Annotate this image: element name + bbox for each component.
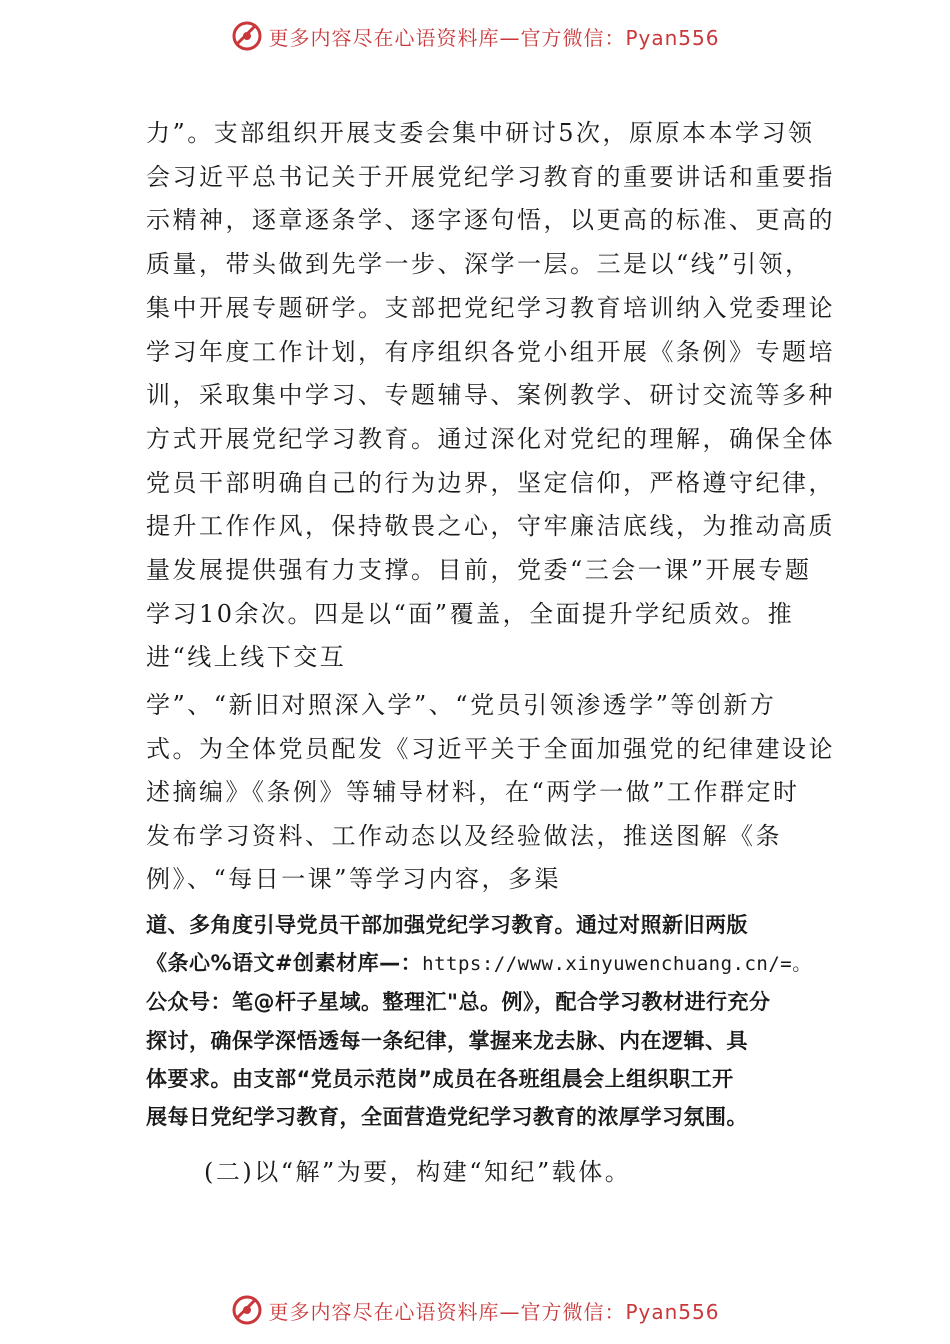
header-watermark-text: 更多内容尽在心语资料库—官方微信：Pyan556 bbox=[268, 25, 720, 50]
text-line: 体要求。由支部“党员示范岗”成员在各班组晨会上组织职工开 bbox=[146, 1066, 734, 1091]
text-line: 发布学习资料、工作动态以及经验做法，推送图解《条 bbox=[146, 821, 782, 850]
text-line: 例》、“每日一课”等学习内容，多渠 bbox=[146, 865, 562, 894]
text-line: 提升工作作风，保持敬畏之心，守牢廉洁底线，为推动高质 bbox=[146, 512, 835, 541]
url-text: https://www.xinyuwenchuang.cn/=。 bbox=[422, 953, 812, 976]
text-line: 进“线上线下交互 bbox=[146, 643, 347, 672]
header-watermark bbox=[0, 14, 950, 58]
text-line: 集中开展专题研学。支部把党纪学习教育培训纳入党委理论 bbox=[146, 293, 835, 322]
paragraph-2 bbox=[146, 684, 835, 902]
text-line: 探讨，确保学深悟透每一条纪律，掌握来龙去脉、内在逻辑、具 bbox=[146, 1028, 748, 1053]
text-line: 道、多角度引导党员干部加强党纪学习教育。通过对照新旧两版 bbox=[146, 913, 748, 937]
paragraph-3 bbox=[146, 906, 812, 1136]
text-line bbox=[146, 944, 812, 983]
footer-watermark bbox=[0, 1288, 950, 1332]
text-line: 式。为全体党员配发《习近平关于全面加强党的纪律建设论 bbox=[146, 734, 835, 763]
text-line: 会习近平总书记关于开展党纪学习教育的重要讲话和重要指 bbox=[146, 162, 835, 191]
text-line: 量发展提供强有力支撑。目前，党委“三会一课”开展专题 bbox=[146, 556, 812, 585]
text-line: 学”、“新旧对照深入学”、“党员引领渗透学”等创新方 bbox=[146, 691, 777, 719]
brush-logo-icon bbox=[230, 19, 264, 53]
text-line: 质量，带头做到先学一步、深学一层。三是以“线”引领， bbox=[146, 250, 812, 279]
text-line: 训，采取集中学习、专题辅导、案例教学、研讨交流等多种 bbox=[146, 381, 835, 410]
text-line: 力”。支部组织开展支委会集中研讨5次，原原本本学习领 bbox=[146, 119, 815, 147]
text-line: 公众号：笔@杆子星域。整理汇"总。例》，配合学习教材进行充分 bbox=[146, 990, 771, 1015]
text-line: 示精神，逐章逐条学、逐字逐句悟，以更高的标准、更高的 bbox=[146, 206, 835, 235]
brush-logo-icon bbox=[230, 1293, 264, 1327]
text-line: 方式开展党纪学习教育。通过深化对党纪的理解，确保全体 bbox=[146, 424, 835, 453]
text-line: 党员干部明确自己的行为边界，坚定信仰，严格遵守纪律， bbox=[146, 468, 835, 497]
text-line: 展每日党纪学习教育，全面营造党纪学习教育的浓厚学习氛围。 bbox=[146, 1105, 748, 1130]
text-fragment: 《条心%语文#创素材库—： bbox=[146, 951, 423, 976]
text-line: 学习10余次。四是以“面”覆盖，全面提升学纪质效。推 bbox=[146, 599, 795, 628]
paragraph-1 bbox=[146, 112, 835, 680]
text-line: 学习年度工作计划，有序组织各党小组开展《条例》专题培 bbox=[146, 337, 835, 366]
section-heading: (二)以“解”为要，构建“知纪”载体。 bbox=[204, 1158, 632, 1186]
text-line: 述摘编》《条例》等辅导材料，在“两学一做”工作群定时 bbox=[146, 778, 800, 807]
footer-watermark-text: 更多内容尽在心语资料库—官方微信：Pyan556 bbox=[268, 1299, 720, 1324]
